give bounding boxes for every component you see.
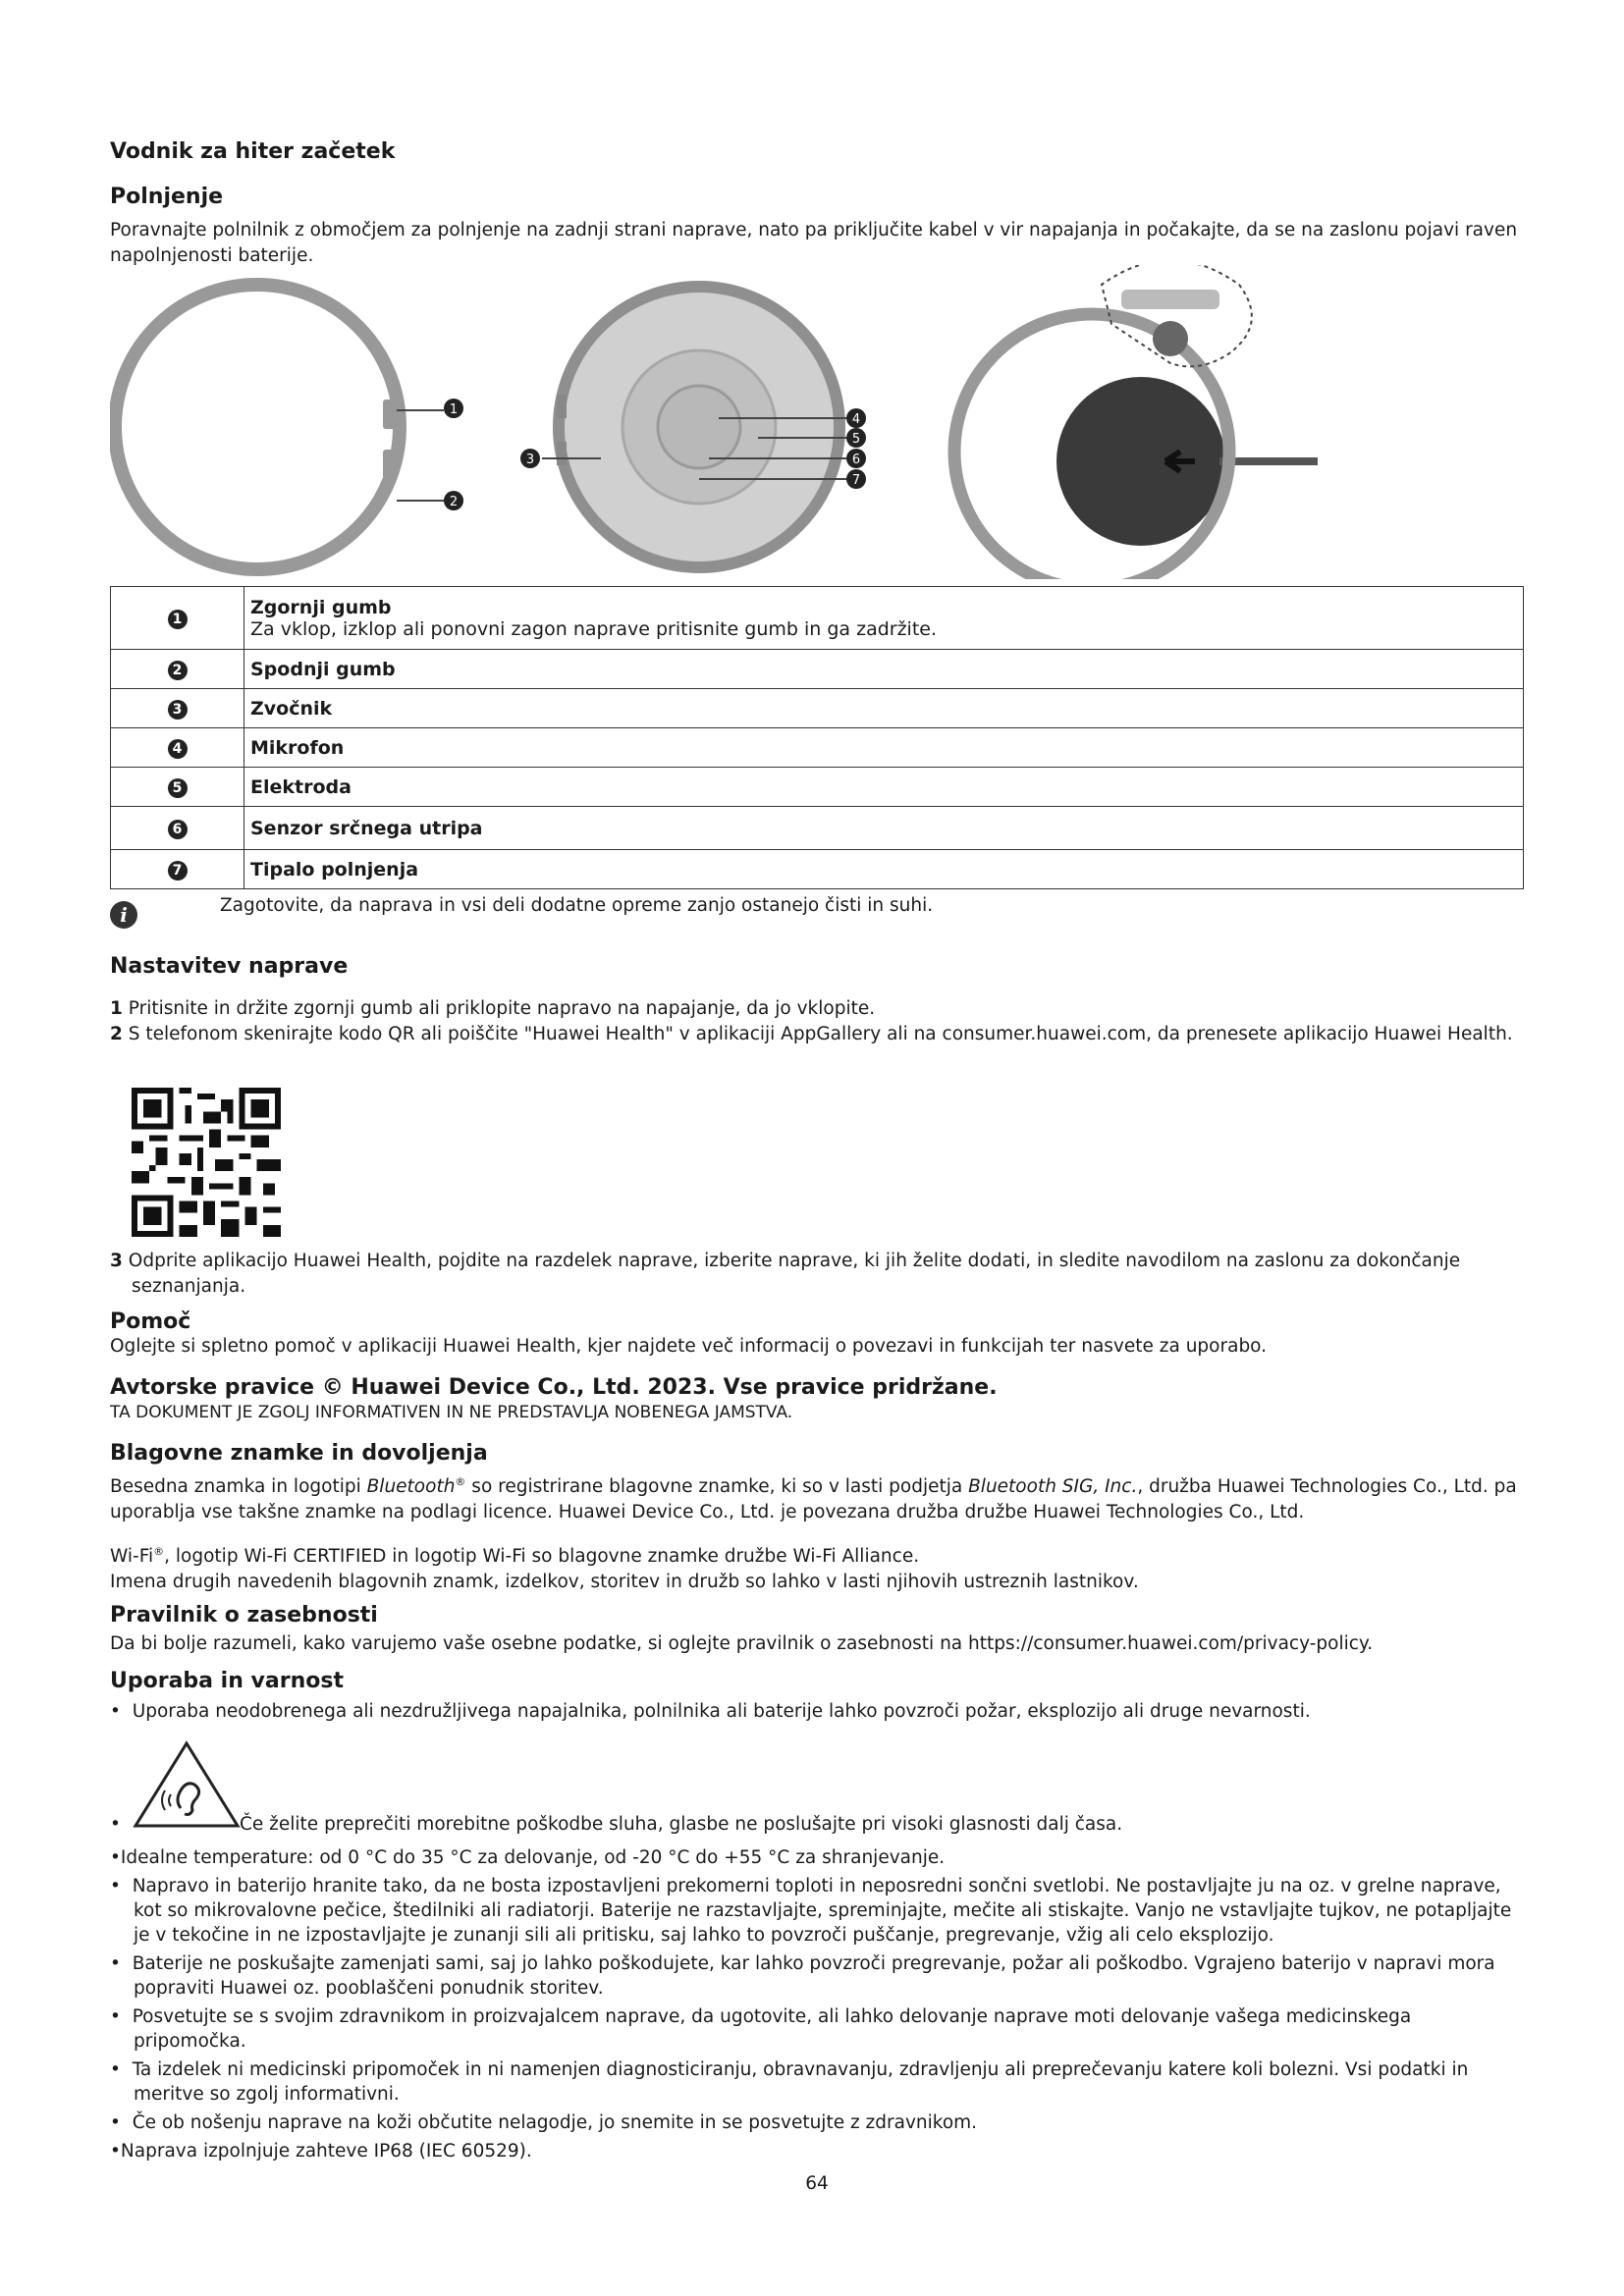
list-item: •Naprava izpolnjuje zahteve IP68 (IEC 60529). bbox=[110, 2141, 532, 2162]
table-row bbox=[111, 650, 1524, 689]
part-number-cell bbox=[111, 689, 244, 728]
step-text: Pritisnite in držite zgornji gumb ali priklopite napravo na napajanje, da jo vklopite. bbox=[128, 998, 876, 1019]
setup-steps-cont bbox=[110, 1249, 1524, 1300]
part-label: Tipalo polnjenja bbox=[244, 850, 1524, 889]
step-number: 2 bbox=[110, 1024, 123, 1044]
part-number-cell bbox=[111, 587, 244, 650]
callout-6-label: 6 bbox=[851, 453, 861, 467]
part-label: Mikrofon bbox=[244, 728, 1524, 768]
setup-heading: Nastavitev naprave bbox=[110, 954, 349, 979]
watch-front-image bbox=[115, 285, 400, 569]
safety-list-1 bbox=[110, 1699, 1524, 1724]
parts-table bbox=[110, 586, 1524, 889]
callout-7-label: 7 bbox=[851, 473, 861, 488]
top-button-shape bbox=[383, 400, 397, 429]
callout-4 bbox=[846, 408, 866, 428]
privacy-text: Da bi bolje razumeli, kako varujemo vaše osebne podatke, si oglejte pravilnik o zasebnosti na https://consumer.huawei.com/privacy-policy. bbox=[110, 1633, 1374, 1654]
copyright-section bbox=[110, 1375, 1524, 1425]
bluetooth-sig: Bluetooth SIG, Inc. bbox=[968, 1476, 1138, 1498]
part-label: Senzor srčnega utripa bbox=[244, 807, 1524, 850]
safety-item: Če ob nošenju naprave na koži občutite nelagodje, jo snemite in se posvetujte z zdravnikom. bbox=[132, 2112, 978, 2133]
table-row bbox=[111, 689, 1524, 728]
table-row bbox=[111, 768, 1524, 807]
list-item: • Baterije ne poskušajte zamenjati sami, saj jo lahko poškodujete, kar lahko povzroči pregrevanje, požar ali poškodbo. Vgrajeno baterijo v napravi mora popraviti Huawei oz. pooblaščeni ponudnik storitev. bbox=[110, 1953, 1495, 1999]
callout-5 bbox=[846, 428, 866, 448]
watch-illustration bbox=[110, 265, 1524, 579]
note-box bbox=[110, 893, 1524, 933]
step-number: 3 bbox=[110, 1251, 123, 1271]
table-row bbox=[111, 850, 1524, 889]
part-number-cell bbox=[111, 650, 244, 689]
part-label: Elektroda bbox=[244, 768, 1524, 807]
part-number-cell bbox=[111, 768, 244, 807]
list-item: • Če ob nošenju naprave na koži občutite nelagodje, jo snemite in se posvetujte z zdravnikom. bbox=[110, 2112, 978, 2133]
safety-item: Posvetujte se s svojim zdravnikom in proizvajalcem naprave, da ugotovite, ali lahko delovanje naprave moti delovanje vašega medicinskega pripomočka. bbox=[132, 2006, 1412, 2052]
step-text: Odprite aplikacijo Huawei Health, pojdite na razdelek naprave, izberite naprave, ki jih želite dodati, in sledite navodilom na zaslonu za dokončanje seznanjanja. bbox=[128, 1251, 1461, 1297]
list-item bbox=[110, 1249, 1524, 1300]
callout-3-label: 3 bbox=[525, 453, 535, 467]
trademarks-section bbox=[110, 1441, 1524, 1595]
table-row bbox=[111, 587, 1524, 650]
callout-5-label: 5 bbox=[851, 432, 861, 447]
help-text: Oglejte si spletno pomoč v aplikaciji Huawei Health, kjer najdete več informacij o povezavi in funkcijah ter nasvete za uporabo. bbox=[110, 1336, 1268, 1357]
list-item bbox=[110, 1022, 1524, 1047]
trademarks-paragraph-1: Besedna znamka in logotipi Bluetooth® so registrirane blagovne znamke, ki so v lasti podjetja Bluetooth SIG, Inc., družba Huawei Technologies Co., Ltd. pa uporablja vse takšne znamke na podlagi licence. Huawei Device Co., Ltd. je povezana družba družbe Huawei Technologies Co., Ltd. bbox=[110, 1475, 1517, 1523]
callout-7 bbox=[846, 469, 866, 489]
callout-2 bbox=[444, 491, 463, 510]
callout-2-label: 2 bbox=[449, 495, 459, 509]
safety-section-cont bbox=[110, 1845, 1524, 2167]
safety-item: Napravo in baterijo hranite tako, da ne bosta izpostavljeni prekomerni toploti in neposredni sončni svetlobi. Ne postavljajte ju na oz. v grelne naprave, kot so mikrovalovne pečice, štedilniki ali radiatorji. Baterije ne razstavljajte, spreminjajte, mečite ali stiskajte. Vanjo ne vstavljajte tujkov, ne potapljajte je v tekočine in ne izpostavljajte je zunanji sili ali pritisku, saj lahko to povzroči puščanje, pregrevanje, vžig ali celo eksplozijo. bbox=[132, 1876, 1512, 1946]
callout-1-label: 1 bbox=[449, 402, 459, 417]
bottom-button-shape bbox=[383, 450, 397, 479]
hearing-warning: • Če želite preprečiti morebitne poškodbe sluha, glasbe ne poslušajte pri visoki glasnosti dalj časa. bbox=[110, 1739, 1524, 1838]
list-item: • Posvetujte se s svojim zdravnikom in proizvajalcem naprave, da ugotovite, ali lahko delovanje naprave moti delovanje vašega medicinskega pripomočka. bbox=[110, 2006, 1412, 2052]
page-number: 64 bbox=[805, 2173, 829, 2194]
bluetooth-mark: Bluetooth bbox=[366, 1476, 456, 1498]
callout-4-label: 4 bbox=[851, 412, 861, 427]
charging-text: Poravnajte polnilnik z območjem za polnjenje na zadnji strani naprave, nato pa priključite kabel v vir napajanja in počakajte, da se na zaslonu pojavi raven napolnjenosti baterije. bbox=[110, 220, 1518, 266]
help-heading: Pomoč bbox=[110, 1309, 191, 1334]
safety-section bbox=[110, 1669, 1524, 1728]
step-number: 1 bbox=[110, 998, 123, 1019]
safety-item: Idealne temperature: od 0 °C do 35 °C za delovanje, od -20 °C do +55 °C za shranjevanje. bbox=[120, 1847, 946, 1868]
part-number: 1 bbox=[168, 610, 188, 629]
part-number-cell bbox=[111, 850, 244, 889]
part-number: 6 bbox=[168, 820, 188, 839]
table-row bbox=[111, 728, 1524, 768]
list-item: • Napravo in baterijo hranite tako, da ne bosta izpostavljeni prekomerni toploti in neposredni sončni svetlobi. Ne postavljajte ju na oz. v grelne naprave, kot so mikrovalovne pečice, štedilniki ali radiatorji. Baterije ne razstavljajte, spreminjajte, mečite ali stiskajte. Vanjo ne vstavljajte tujkov, ne potapljajte je v tekočine in ne izpostavljajte je zunanji sili ali pritisku, saj lahko to povzroči puščanje, pregrevanje, vžig ali celo eksplozijo. bbox=[110, 1876, 1512, 1946]
list-item bbox=[110, 996, 1524, 1022]
list-item: • Uporaba neodobrenega ali nezdružljivega napajalnika, polnilnika ali baterije lahko povzroči požar, eksplozijo ali druge nevarnosti. bbox=[110, 1701, 1311, 1722]
watch-back-image bbox=[557, 287, 839, 567]
safety-item: Ta izdelek ni medicinski pripomoček in ni namenjen diagnosticiranju, obravnavanju, zdravljenju ali preprečevanju katere koli bolezni. Vsi podatki in meritve so zgolj informativni. bbox=[132, 2059, 1469, 2105]
step-text: S telefonom skenirajte kodo QR ali poiščite "Huawei Health" v aplikaciji AppGallery ali na consumer.huawei.com, da prenesete aplikacijo Huawei Health. bbox=[128, 1024, 1513, 1044]
setup-section bbox=[110, 954, 1524, 1047]
charging-heading: Polnjenje bbox=[110, 185, 224, 209]
part-description: Za vklop, izklop ali ponovni zagon naprave pritisnite gumb in ga zadržite. bbox=[250, 617, 938, 640]
callout-3 bbox=[520, 449, 540, 468]
safety-item: Naprava izpolnjuje zahteve IP68 (IEC 60529). bbox=[120, 2141, 532, 2162]
page-title: Vodnik za hiter začetek bbox=[110, 139, 396, 164]
trademarks-heading: Blagovne znamke in dovoljenja bbox=[110, 1441, 488, 1466]
hearing-warning-icon bbox=[132, 1739, 242, 1830]
note-text: Zagotovite, da naprava in vsi deli dodatne opreme zanjo ostanejo čisti in suhi. bbox=[220, 895, 934, 916]
table-row bbox=[111, 807, 1524, 850]
list-item: •Idealne temperature: od 0 °C do 35 °C za delovanje, od -20 °C do +55 °C za shranjevanje. bbox=[110, 1847, 946, 1868]
part-label: Zgornji gumb bbox=[250, 596, 392, 618]
info-icon: i bbox=[110, 901, 137, 929]
trademarks-paragraph-2: Wi-Fi®, logotip Wi-Fi CERTIFIED in logotip Wi-Fi so blagovne znamke družbe Wi-Fi Alliance. bbox=[110, 1545, 920, 1568]
part-number: 4 bbox=[168, 739, 188, 759]
safety-item: Uporaba neodobrenega ali nezdružljivega napajalnika, polnilnika ali baterije lahko povzroči požar, eksplozijo ali druge nevarnosti. bbox=[132, 1701, 1311, 1722]
hearing-warning-text: Če želite preprečiti morebitne poškodbe sluha, glasbe ne poslušajte pri visoki glasnosti dalj časa. bbox=[240, 1814, 1123, 1835]
safety-list-2 bbox=[110, 1845, 1524, 2163]
part-number-cell bbox=[111, 807, 244, 850]
part-number: 5 bbox=[168, 778, 188, 798]
part-label: Spodnji gumb bbox=[244, 650, 1524, 689]
safety-item: Baterije ne poskušajte zamenjati sami, saj jo lahko poškodujete, kar lahko povzroči pregrevanje, požar ali poškodbo. Vgrajeno baterijo v napravi mora popraviti Huawei oz. pooblaščeni ponudnik storitev. bbox=[132, 1953, 1495, 1999]
help-section bbox=[110, 1309, 1524, 1360]
copyright-text: TA DOKUMENT JE ZGOLJ INFORMATIVEN IN NE PREDSTAVLJA NOBENEGA JAMSTVA. bbox=[110, 1403, 793, 1422]
setup-steps bbox=[110, 996, 1524, 1047]
callout-6 bbox=[846, 449, 866, 468]
privacy-heading: Pravilnik o zasebnosti bbox=[110, 1603, 378, 1628]
copyright-heading: Avtorske pravice © Huawei Device Co., Ltd. 2023. Vse pravice pridržane. bbox=[110, 1375, 998, 1400]
part-number: 3 bbox=[168, 700, 188, 720]
setup-step-3 bbox=[110, 1249, 1524, 1300]
safety-heading: Uporaba in varnost bbox=[110, 1669, 344, 1693]
privacy-section bbox=[110, 1603, 1524, 1657]
list-item: • Ta izdelek ni medicinski pripomoček in ni namenjen diagnosticiranju, obravnavanju, zdravljenju ali preprečevanju katere koli bolezni. Vsi podatki in meritve so zgolj informativni. bbox=[110, 2059, 1469, 2105]
part-number-cell bbox=[111, 728, 244, 768]
part-label: Zvočnik bbox=[244, 689, 1524, 728]
part-label-cell bbox=[244, 587, 1524, 650]
part-number: 2 bbox=[168, 661, 188, 680]
qr-code[interactable] bbox=[132, 1088, 281, 1237]
part-number: 7 bbox=[168, 861, 188, 881]
callout-1 bbox=[444, 399, 463, 418]
trademarks-paragraph-3: Imena drugih navedenih blagovnih znamk, izdelkov, storitev in družb so lahko v lasti njihovih ustreznih lastnikov. bbox=[110, 1572, 1139, 1593]
watch-charging-image bbox=[954, 265, 1318, 579]
